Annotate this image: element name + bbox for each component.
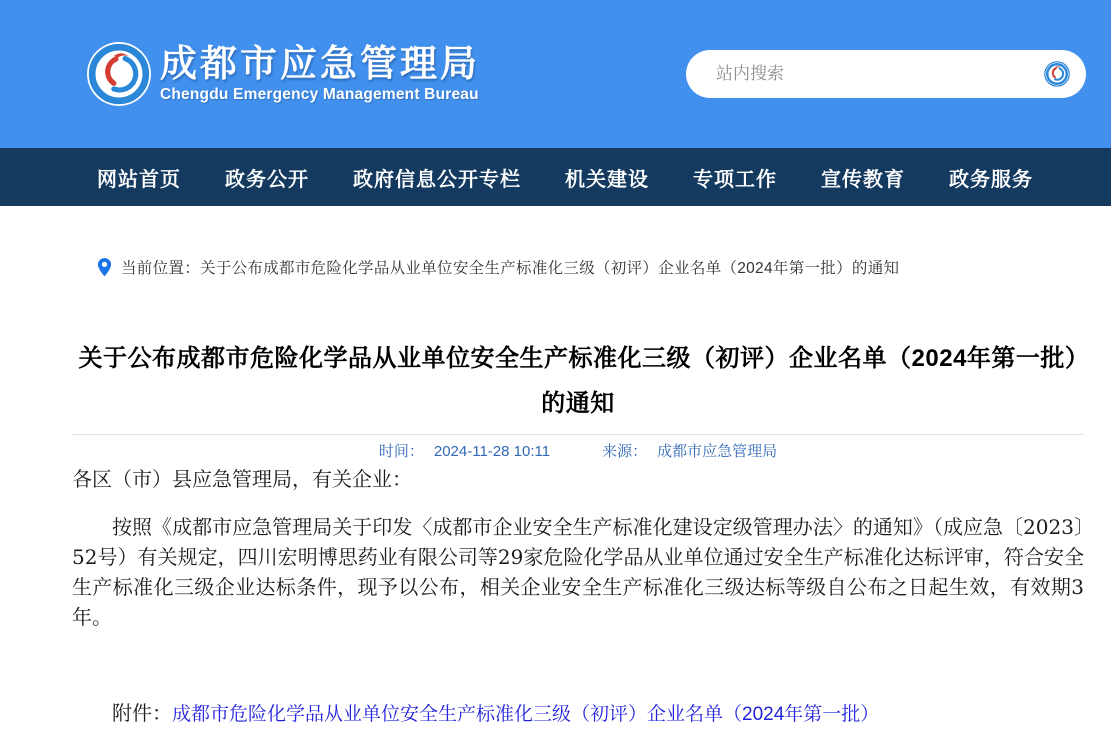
nav-item-gov-affairs[interactable]: 政务公开: [225, 168, 309, 191]
meta-source: [602, 440, 777, 461]
article-paragraph: 按照《成都市应急管理局关于印发〈成都市企业安全生产标准化建设定级管理办法〉的通知》（成应急〔2023〕52号）有关规定，四川宏明博思药业有限公司等29家危险化学品从业单位通过安全生产标准化达标评审，符合安全生产标准化三级企业达标条件，现予以公布，相关企业安全生产标准化三级达标等级自公布之日起生效，有效期3年。: [72, 515, 1084, 629]
attachment-row: [72, 698, 1084, 730]
article-body: [72, 464, 1084, 730]
meta-divider: [72, 434, 1084, 435]
brand-home-link[interactable]: [86, 41, 480, 107]
site-search[interactable]: [686, 50, 1086, 98]
site-title: 成都市应急管理局: [160, 42, 480, 84]
breadcrumb-current: 关于公布成都市危险化学品从业单位安全生产标准化三级（初评）企业名单（2024年第一批）的通知: [200, 260, 900, 277]
nav-item-organization[interactable]: 机关建设: [565, 168, 649, 191]
nav-item-gov-services[interactable]: 政务服务: [949, 168, 1033, 191]
article-title: 关于公布成都市危险化学品从业单位安全生产标准化三级（初评）企业名单（2024年第一批）的通知: [78, 345, 1078, 417]
meta-time-label: 时间：: [378, 443, 424, 460]
article-meta: [72, 440, 1084, 461]
article: [72, 336, 1084, 730]
site-subtitle: Chengdu Emergency Management Bureau: [160, 86, 479, 104]
location-pin-icon: [97, 257, 112, 278]
nav-item-publicity-education[interactable]: 宣传教育: [821, 168, 905, 191]
meta-source-label: 来源：: [602, 443, 648, 460]
meta-time-value: 2024-11-28 10:11: [433, 443, 551, 460]
attachment-label: 附件：: [112, 701, 172, 725]
attachment-link[interactable]: 成都市危险化学品从业单位安全生产标准化三级（初评）企业名单（2024年第一批）: [172, 704, 880, 725]
salutation: 各区（市）县应急管理局，有关企业：: [72, 467, 412, 491]
main-nav: [0, 148, 1111, 206]
breadcrumb-prefix: 当前位置：: [121, 260, 201, 277]
bureau-logo-icon: [86, 41, 152, 107]
search-icon[interactable]: [1044, 61, 1070, 87]
meta-time: [379, 440, 550, 461]
meta-source-value: 成都市应急管理局: [657, 443, 778, 460]
nav-item-special-work[interactable]: 专项工作: [693, 168, 777, 191]
nav-item-info-disclosure[interactable]: 政府信息公开专栏: [353, 168, 521, 191]
site-header: [0, 0, 1111, 148]
breadcrumb: [72, 256, 1084, 278]
nav-item-home[interactable]: 网站首页: [97, 168, 181, 191]
search-input[interactable]: [716, 64, 1044, 84]
